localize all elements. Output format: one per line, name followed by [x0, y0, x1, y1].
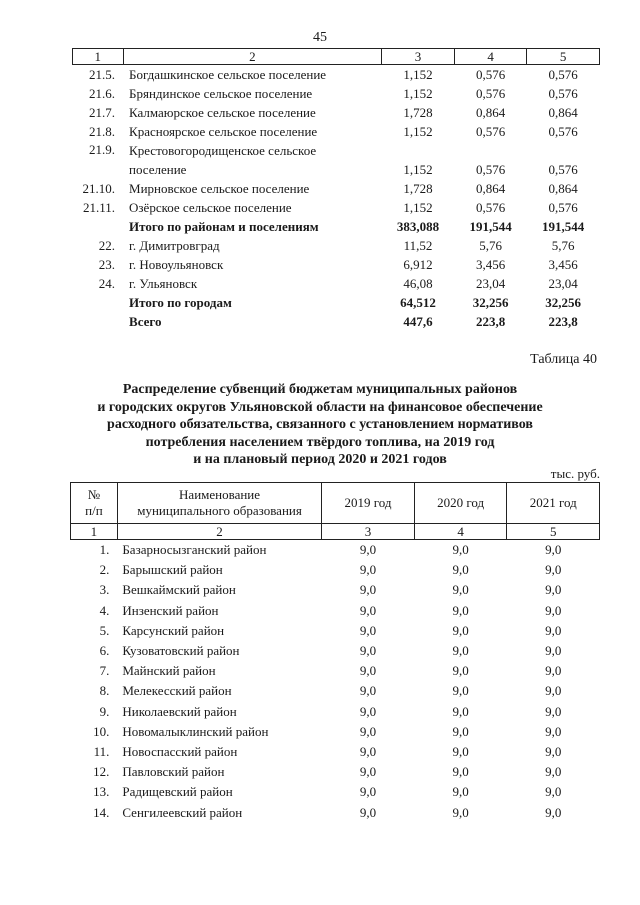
column-numbers-row	[71, 524, 600, 540]
value-col4: 0,864	[475, 180, 506, 196]
row-name: Сенгилеевский район	[122, 804, 243, 820]
table-row	[73, 179, 600, 198]
table-row	[73, 274, 600, 293]
table-row	[71, 641, 600, 661]
row-name: Бряндинское сельское поселение	[129, 85, 313, 101]
value-col5: 191,544	[542, 218, 585, 234]
header-2019: 2019 год	[322, 483, 415, 524]
table-row	[73, 103, 600, 122]
table-row	[73, 141, 600, 179]
value-col5: 0,576	[548, 199, 578, 215]
value-2021: 9,0	[545, 784, 562, 800]
value-2020: 9,0	[452, 784, 469, 800]
value-2020: 9,0	[452, 703, 469, 719]
total-row	[73, 312, 600, 331]
row-name: Карсунский район	[122, 622, 225, 638]
row-name: Новомалыклинский район	[122, 723, 269, 739]
value-col3: 1,152	[403, 199, 433, 215]
row-name: Итого по городам	[129, 294, 232, 310]
value-col5: 0,576	[548, 66, 578, 82]
table-row	[71, 560, 600, 580]
row-number: 13.	[93, 784, 110, 800]
row-number: 21.11.	[83, 199, 116, 215]
row-name: Павловский район	[122, 764, 225, 780]
value-2020: 9,0	[452, 683, 469, 699]
column-number: 4	[414, 524, 507, 540]
row-name: Итого по районам и поселениям	[129, 218, 319, 234]
column-number: 2	[123, 49, 382, 65]
row-name: Новоспасский район	[122, 743, 238, 759]
table-row	[73, 255, 600, 274]
row-number: 21.9.	[89, 142, 116, 157]
row-number: 4.	[99, 602, 110, 618]
table-row	[73, 236, 600, 255]
header-2021: 2021 год	[507, 483, 600, 524]
row-number	[73, 217, 124, 236]
value-col3: 64,512	[400, 294, 436, 310]
row-name-line: поселение	[129, 162, 187, 177]
row-number: 5.	[99, 622, 110, 638]
value-2020: 9,0	[452, 764, 469, 780]
value-col4: 5,76	[479, 237, 502, 253]
value-col4: 191,544	[469, 218, 512, 234]
value-2019: 9,0	[359, 723, 377, 739]
table-row	[71, 802, 600, 822]
row-number: 12.	[93, 764, 110, 780]
header-num-line1: №	[87, 487, 101, 502]
value-2019: 9,0	[359, 643, 377, 659]
title-line: и на плановый период 2020 и 2021 годов	[193, 452, 447, 467]
table-header-row	[71, 483, 600, 524]
value-2021: 9,0	[545, 622, 562, 638]
value-2019: 9,0	[359, 784, 377, 800]
table-row	[73, 122, 600, 141]
table-row	[73, 84, 600, 103]
value-2021: 9,0	[545, 643, 562, 659]
row-number: 14.	[93, 804, 110, 820]
value-2020: 9,0	[452, 582, 469, 598]
column-number: 5	[507, 524, 600, 540]
row-name: Инзенский район	[122, 602, 219, 618]
row-number: 1.	[99, 542, 110, 558]
row-number: 24.	[98, 275, 116, 291]
value-col4: 223,8	[475, 313, 506, 329]
value-col3: 1,152	[403, 162, 433, 177]
value-col5: 0,864	[548, 104, 578, 120]
value-2021: 9,0	[545, 743, 562, 759]
row-number: 9.	[99, 703, 110, 719]
column-number: 5	[527, 49, 600, 65]
value-2020: 9,0	[452, 804, 469, 820]
table-row	[71, 782, 600, 802]
unit-label: тыс. руб.	[550, 466, 600, 481]
value-col4: 0,576	[475, 123, 506, 139]
value-col4: 32,256	[472, 294, 509, 310]
value-2019: 9,0	[359, 562, 377, 578]
table-row	[71, 661, 600, 681]
value-col4: 0,576	[475, 85, 506, 101]
subsidy-table-continued	[72, 48, 600, 331]
row-name: Красноярское сельское поселение	[129, 123, 318, 139]
value-2019: 9,0	[359, 764, 377, 780]
row-name: Мирновское сельское поселение	[129, 180, 310, 196]
row-number: 22.	[98, 237, 116, 253]
header-num-line2: п/п	[85, 503, 103, 518]
value-col5: 0,864	[548, 180, 578, 196]
title-line: Распределение субвенций бюджетам муниципальных районов	[122, 382, 518, 397]
header-name	[117, 483, 321, 524]
value-2019: 9,0	[359, 663, 377, 679]
row-name-line: Крестовогородищенское сельское	[129, 143, 317, 158]
value-col3: 1,152	[403, 123, 433, 139]
table-row	[71, 681, 600, 701]
value-col4: 0,576	[475, 199, 506, 215]
value-2020: 9,0	[452, 602, 469, 618]
table-row	[71, 762, 600, 782]
column-number: 3	[382, 49, 455, 65]
row-number: 21.6.	[89, 85, 116, 101]
row-name: Радищевский район	[122, 784, 233, 800]
value-2021: 9,0	[545, 663, 562, 679]
table-row	[71, 540, 600, 561]
row-number: 8.	[99, 683, 110, 699]
table-header-row	[73, 49, 600, 65]
title-line: и городских округов Ульяновской области на финансовое обеспечение	[97, 399, 543, 415]
value-2019: 9,0	[359, 683, 377, 699]
value-2021: 9,0	[545, 562, 562, 578]
value-2020: 9,0	[452, 622, 469, 638]
value-col5: 23,04	[548, 275, 578, 291]
row-name: Кузоватовский район	[122, 643, 240, 659]
row-name: Богдашкинское сельское поселение	[129, 66, 327, 82]
header-name-line1: Наименование	[179, 487, 261, 502]
table-row	[73, 198, 600, 217]
value-2021: 9,0	[545, 764, 562, 780]
row-name: г. Новоульяновск	[129, 256, 224, 272]
value-2021: 9,0	[545, 723, 562, 739]
subtotal-row	[73, 217, 600, 236]
column-number: 2	[117, 524, 321, 540]
header-2020: 2020 год	[414, 483, 507, 524]
table-title	[60, 381, 580, 469]
value-2021: 9,0	[545, 703, 562, 719]
value-2020: 9,0	[452, 542, 469, 558]
value-col3: 383,088	[396, 218, 440, 234]
subtotal-row	[73, 293, 600, 312]
header-num	[71, 483, 118, 524]
value-2021: 9,0	[545, 804, 562, 820]
value-2019: 9,0	[359, 582, 377, 598]
value-2021: 9,0	[545, 582, 562, 598]
row-number: 3.	[99, 582, 110, 598]
value-col5: 32,256	[545, 294, 582, 310]
table-row	[71, 621, 600, 641]
value-col5: 0,576	[548, 162, 578, 177]
value-col4: 3,456	[475, 256, 506, 272]
value-col4: 0,576	[475, 66, 506, 82]
table-row	[73, 65, 600, 85]
row-name: Мелекесский район	[122, 683, 232, 699]
value-2020: 9,0	[452, 743, 469, 759]
page-number: 45	[313, 30, 327, 45]
title-line: расходного обязательства, связанного с установлением нормативов	[107, 417, 533, 432]
row-number: 10.	[93, 723, 110, 739]
row-number	[73, 293, 124, 312]
row-number: 21.5.	[89, 66, 116, 82]
value-2019: 9,0	[359, 542, 377, 558]
distribution-table	[70, 482, 600, 823]
row-number: 2.	[99, 562, 110, 578]
row-number: 21.7.	[89, 104, 116, 120]
table-row	[71, 742, 600, 762]
row-name: Всего	[129, 313, 162, 329]
value-col3: 1,728	[403, 180, 433, 196]
value-col3: 11,52	[403, 237, 433, 253]
value-2019: 9,0	[359, 622, 377, 638]
table-row	[71, 601, 600, 621]
value-col5: 0,576	[548, 85, 578, 101]
value-2019: 9,0	[359, 602, 377, 618]
row-number	[73, 312, 124, 331]
value-col5: 223,8	[548, 313, 578, 329]
column-number: 3	[322, 524, 415, 540]
value-2020: 9,0	[452, 643, 469, 659]
row-number: 21.8.	[89, 123, 116, 139]
table-caption: Таблица 40	[530, 352, 597, 367]
value-2019: 9,0	[359, 804, 377, 820]
value-col3: 6,912	[403, 256, 433, 272]
header-name-line2: муниципального образования	[137, 503, 302, 518]
value-col3: 46,08	[403, 275, 433, 291]
value-2020: 9,0	[452, 562, 469, 578]
value-col3: 1,152	[403, 66, 433, 82]
value-col5: 3,456	[548, 256, 578, 272]
title-line: потребления населением твёрдого топлива, на 2019 год	[145, 434, 495, 450]
value-col5: 0,576	[548, 123, 578, 139]
row-name: Барышский район	[122, 562, 223, 578]
row-name: Калмаюрское сельское поселение	[129, 104, 316, 120]
row-name: г. Димитровград	[129, 237, 220, 253]
row-number: 11.	[93, 743, 110, 759]
value-2021: 9,0	[545, 542, 562, 558]
value-2021: 9,0	[545, 602, 562, 618]
value-col4: 0,576	[475, 162, 506, 177]
row-number: 23.	[98, 256, 116, 272]
value-col4: 0,864	[475, 104, 506, 120]
value-col3: 1,152	[403, 85, 433, 101]
row-name	[123, 141, 382, 179]
row-name: Николаевский район	[122, 703, 237, 719]
row-name: г. Ульяновск	[129, 275, 198, 291]
value-2019: 9,0	[359, 743, 377, 759]
value-2021: 9,0	[545, 683, 562, 699]
value-col5: 5,76	[551, 237, 575, 253]
value-2020: 9,0	[452, 663, 469, 679]
row-number: 7.	[99, 663, 110, 679]
row-name: Базарносызганский район	[122, 542, 267, 558]
column-number: 4	[454, 49, 527, 65]
value-col4: 23,04	[475, 275, 506, 291]
value-col3: 447,6	[403, 313, 433, 329]
table-row	[71, 722, 600, 742]
row-name: Вешкаймский район	[122, 582, 236, 598]
value-col3: 1,728	[403, 104, 433, 120]
table-row	[71, 580, 600, 600]
row-number: 6.	[99, 643, 110, 659]
table-row	[71, 702, 600, 722]
row-name: Озёрское сельское поселение	[129, 199, 292, 215]
row-number: 21.10.	[82, 180, 116, 196]
column-number: 1	[71, 524, 118, 540]
row-name: Майнский район	[122, 663, 216, 679]
value-2019: 9,0	[359, 703, 377, 719]
value-2020: 9,0	[452, 723, 469, 739]
column-number: 1	[73, 49, 124, 65]
